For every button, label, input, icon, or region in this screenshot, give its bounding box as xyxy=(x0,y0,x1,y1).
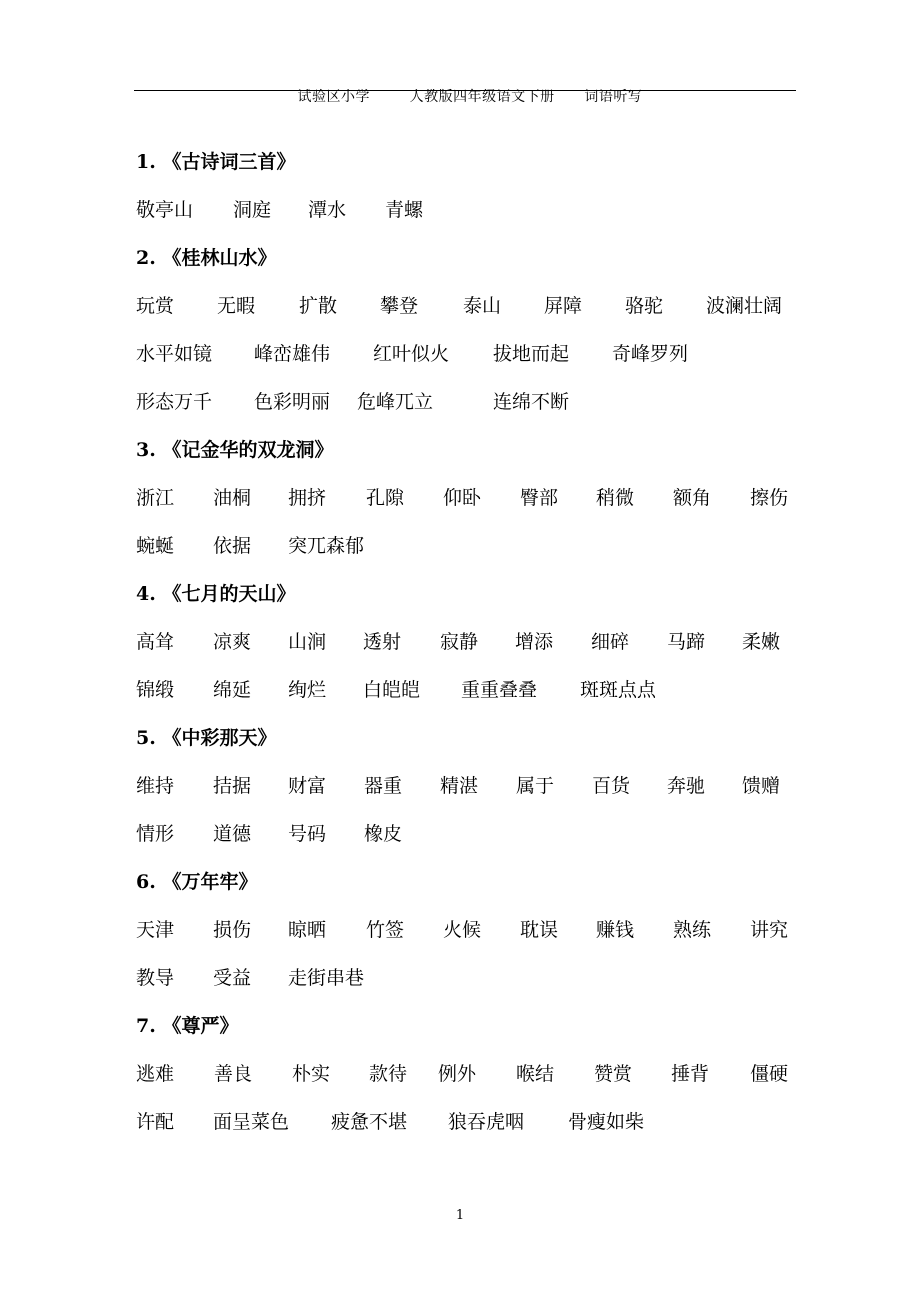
vocabulary-word: 仰卧 xyxy=(443,487,482,509)
vocabulary-word: 朴实 xyxy=(292,1063,331,1085)
lesson-title: 4. 《七月的天山》 xyxy=(136,583,296,605)
word-row xyxy=(136,764,816,812)
vocabulary-word: 火候 xyxy=(443,919,482,941)
vocabulary-word: 锦缎 xyxy=(136,679,175,701)
vocabulary-word: 增添 xyxy=(515,631,554,653)
word-row xyxy=(136,1052,816,1100)
vocabulary-word: 精湛 xyxy=(440,775,479,797)
vocabulary-word: 寂静 xyxy=(440,631,479,653)
vocabulary-word: 绚烂 xyxy=(288,679,327,701)
vocabulary-word: 青螺 xyxy=(385,199,424,221)
vocabulary-word: 柔嫩 xyxy=(742,631,781,653)
vocabulary-word: 馈赠 xyxy=(742,775,781,797)
vocabulary-word: 高耸 xyxy=(136,631,175,653)
lesson-title: 3. 《记金华的双龙洞》 xyxy=(136,439,334,461)
vocabulary-word: 透射 xyxy=(363,631,402,653)
vocabulary-word: 玩赏 xyxy=(136,295,175,317)
vocabulary-word: 财富 xyxy=(288,775,327,797)
lesson-title: 7. 《尊严》 xyxy=(136,1015,239,1037)
vocabulary-word: 红叶似火 xyxy=(373,343,450,365)
vocabulary-word: 拮据 xyxy=(213,775,252,797)
vocabulary-word: 拥挤 xyxy=(288,487,327,509)
vocabulary-word: 擦伤 xyxy=(750,487,789,509)
vocabulary-word: 受益 xyxy=(213,967,252,989)
vocabulary-word: 例外 xyxy=(438,1063,477,1085)
page-header xyxy=(134,64,796,105)
vocabulary-word: 孔隙 xyxy=(366,487,405,509)
vocabulary-word: 重重叠叠 xyxy=(461,679,538,701)
header-text: 试验区小学 人教版四年级语文下册 词语听写 xyxy=(297,89,643,105)
vocabulary-word: 攀登 xyxy=(380,295,419,317)
word-row xyxy=(136,812,816,860)
word-row xyxy=(136,956,816,1004)
vocabulary-word: 水平如镜 xyxy=(136,343,213,365)
word-row xyxy=(136,668,816,716)
vocabulary-word: 喉结 xyxy=(516,1063,555,1085)
vocabulary-word: 面呈菜色 xyxy=(213,1111,290,1133)
vocabulary-word: 奔驰 xyxy=(667,775,706,797)
vocabulary-word: 橡皮 xyxy=(364,823,403,845)
vocabulary-word: 款待 xyxy=(369,1063,408,1085)
word-row xyxy=(136,332,816,380)
vocabulary-word: 器重 xyxy=(364,775,403,797)
vocabulary-word: 色彩明丽 xyxy=(254,391,331,413)
vocabulary-word: 道德 xyxy=(213,823,252,845)
vocabulary-word: 熟练 xyxy=(673,919,712,941)
lesson-title: 1. 《古诗词三首》 xyxy=(136,151,296,173)
vocabulary-word: 蜿蜒 xyxy=(136,535,175,557)
vocabulary-word: 天津 xyxy=(136,919,175,941)
vocabulary-word: 晾晒 xyxy=(288,919,327,941)
vocabulary-word: 白皑皑 xyxy=(363,679,421,701)
vocabulary-word: 波澜壮阔 xyxy=(706,295,783,317)
page-number: 1 xyxy=(455,1208,465,1223)
vocabulary-word: 善良 xyxy=(214,1063,253,1085)
vocabulary-word: 山涧 xyxy=(288,631,327,653)
vocabulary-word: 油桐 xyxy=(213,487,252,509)
vocabulary-word: 狼吞虎咽 xyxy=(448,1111,525,1133)
vocabulary-word: 浙江 xyxy=(136,487,175,509)
vocabulary-word: 泰山 xyxy=(463,295,502,317)
vocabulary-word: 维持 xyxy=(136,775,175,797)
vocabulary-word: 疲惫不堪 xyxy=(331,1111,408,1133)
word-row xyxy=(136,908,816,956)
vocabulary-word: 臀部 xyxy=(520,487,559,509)
lesson-title: 6. 《万年牢》 xyxy=(136,871,258,893)
vocabulary-word: 赞赏 xyxy=(594,1063,633,1085)
vocabulary-word: 突兀森郁 xyxy=(288,535,365,557)
vocabulary-word: 属于 xyxy=(516,775,555,797)
lesson-title: 5. 《中彩那天》 xyxy=(136,727,277,749)
vocabulary-word: 情形 xyxy=(136,823,175,845)
vocabulary-word: 额角 xyxy=(673,487,712,509)
vocabulary-word: 竹签 xyxy=(366,919,405,941)
vocabulary-word: 洞庭 xyxy=(233,199,272,221)
vocabulary-word: 许配 xyxy=(136,1111,175,1133)
vocabulary-word: 屏障 xyxy=(544,295,583,317)
vocabulary-word: 连绵不断 xyxy=(493,391,570,413)
vocabulary-word: 奇峰罗列 xyxy=(612,343,689,365)
vocabulary-word: 捶背 xyxy=(671,1063,710,1085)
vocabulary-word: 赚钱 xyxy=(596,919,635,941)
word-row xyxy=(136,284,816,332)
vocabulary-list xyxy=(136,140,816,1148)
word-row xyxy=(136,1100,816,1148)
vocabulary-word: 绵延 xyxy=(213,679,252,701)
word-row xyxy=(136,380,816,428)
vocabulary-word: 僵硬 xyxy=(750,1063,789,1085)
word-row xyxy=(136,620,816,668)
vocabulary-word: 细碎 xyxy=(591,631,630,653)
vocabulary-word: 扩散 xyxy=(299,295,338,317)
vocabulary-word: 马蹄 xyxy=(667,631,706,653)
vocabulary-word: 骨瘦如柴 xyxy=(568,1111,645,1133)
vocabulary-word: 形态万千 xyxy=(136,391,213,413)
vocabulary-word: 敬亭山 xyxy=(136,199,194,221)
vocabulary-word: 损伤 xyxy=(213,919,252,941)
word-row xyxy=(136,476,816,524)
lesson-title: 2. 《桂林山水》 xyxy=(136,247,277,269)
vocabulary-word: 百货 xyxy=(592,775,631,797)
vocabulary-word: 峰峦雄伟 xyxy=(254,343,331,365)
word-row xyxy=(136,188,816,236)
vocabulary-word: 无暇 xyxy=(217,295,256,317)
vocabulary-word: 号码 xyxy=(288,823,327,845)
word-row xyxy=(136,524,816,572)
vocabulary-word: 稍微 xyxy=(596,487,635,509)
vocabulary-word: 拔地而起 xyxy=(493,343,570,365)
vocabulary-word: 走街串巷 xyxy=(288,967,365,989)
vocabulary-word: 斑斑点点 xyxy=(580,679,657,701)
vocabulary-word: 讲究 xyxy=(750,919,789,941)
vocabulary-word: 潭水 xyxy=(308,199,347,221)
vocabulary-word: 依据 xyxy=(213,535,252,557)
vocabulary-word: 骆驼 xyxy=(625,295,664,317)
vocabulary-word: 凉爽 xyxy=(213,631,252,653)
vocabulary-word: 耽误 xyxy=(520,919,559,941)
vocabulary-word: 逃难 xyxy=(136,1063,175,1085)
vocabulary-word: 危峰兀立 xyxy=(357,391,434,413)
vocabulary-word: 教导 xyxy=(136,967,175,989)
